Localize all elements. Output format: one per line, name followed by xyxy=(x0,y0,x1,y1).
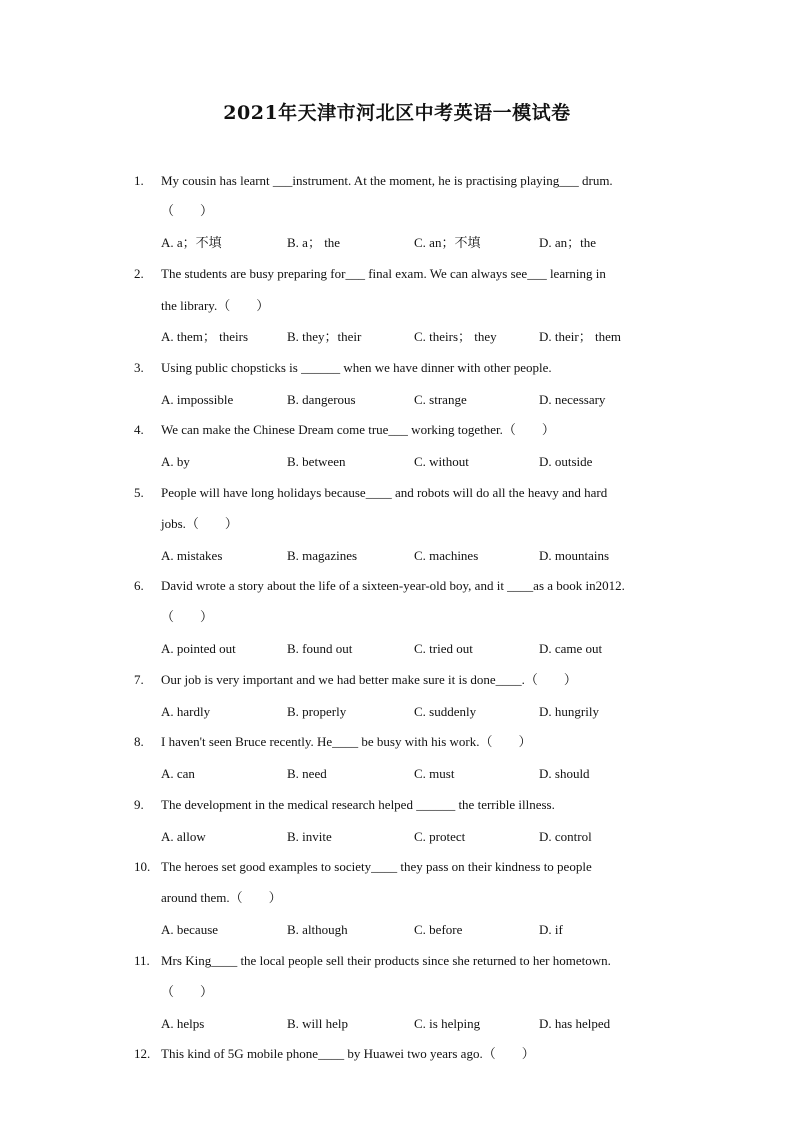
question-number: 1. xyxy=(134,173,144,188)
answer-option: B. although xyxy=(287,922,348,937)
answer-option: B. they；their xyxy=(287,329,362,344)
page-title: 2021年天津市河北区中考英语一模试卷 xyxy=(223,102,571,124)
question-number: 3. xyxy=(134,360,144,375)
answer-option: B. properly xyxy=(287,704,347,719)
answer-option: A. hardly xyxy=(161,704,211,719)
question-stem-continued: jobs.（ ） xyxy=(161,516,238,531)
question-stem-continued: （ ） xyxy=(161,609,214,624)
answer-option: B. between xyxy=(287,454,346,469)
question-stem: Using public chopsticks is ______ when we have dinner with other people. xyxy=(161,360,552,375)
answer-option: C. must xyxy=(414,766,455,781)
question-stem: Our job is very important and we had better make sure it is done____.（ ） xyxy=(161,672,577,687)
answer-option: A. because xyxy=(161,922,219,937)
question-stem: This kind of 5G mobile phone____ by Huawei two years ago.（ ） xyxy=(161,1046,535,1061)
question-stem: People will have long holidays because____ and robots will do all the heavy and hard xyxy=(161,485,608,500)
answer-option: C. machines xyxy=(414,548,479,563)
question-number: 8. xyxy=(134,734,144,749)
question-stem: The heroes set good examples to society____ they pass on their kindness to people xyxy=(161,859,592,874)
question-number: 5. xyxy=(134,485,144,500)
question-stem: David wrote a story about the life of a sixteen-year-old boy, and it ____as a book in2012. xyxy=(161,578,625,593)
answer-option: D. control xyxy=(539,829,592,844)
answer-option: A. can xyxy=(161,766,195,781)
answer-option: C. protect xyxy=(414,829,466,844)
question-stem-continued: （ ） xyxy=(161,984,214,999)
question-number: 10. xyxy=(134,859,151,874)
question-stem: The development in the medical research helped ______ the terrible illness. xyxy=(161,797,555,812)
question-stem: We can make the Chinese Dream come true___ working together.（ ） xyxy=(161,422,555,437)
answer-option: D. hungrily xyxy=(539,704,599,719)
answer-option: C. suddenly xyxy=(414,704,477,719)
question-number: 11. xyxy=(134,953,150,968)
answer-option: C. is helping xyxy=(414,1016,481,1031)
answer-option: B. dangerous xyxy=(287,392,356,407)
question-stem: My cousin has learnt ___instrument. At the moment, he is practising playing___ drum. xyxy=(161,173,613,188)
answer-option: B. invite xyxy=(287,829,332,844)
question-number: 9. xyxy=(134,797,144,812)
answer-option: A. pointed out xyxy=(161,641,236,656)
question-number: 4. xyxy=(134,422,144,437)
answer-option: B. will help xyxy=(287,1016,349,1031)
answer-option: D. an；the xyxy=(539,235,597,250)
answer-option: B. magazines xyxy=(287,548,358,563)
answer-option: B. found out xyxy=(287,641,353,656)
answer-option: D. should xyxy=(539,766,590,781)
answer-option: D. mountains xyxy=(539,548,610,563)
answer-option: C. an；不填 xyxy=(414,235,481,250)
answer-option: C. tried out xyxy=(414,641,473,656)
answer-option: C. theirs； they xyxy=(414,329,497,344)
question-stem: Mrs King____ the local people sell their products since she returned to her hometown. xyxy=(161,953,611,968)
answer-option: C. without xyxy=(414,454,469,469)
question-number: 12. xyxy=(134,1046,151,1061)
answer-option: A. allow xyxy=(161,829,206,844)
question-stem-continued: the library.（ ） xyxy=(161,298,270,313)
answer-option: B. a； the xyxy=(287,235,341,250)
answer-option: D. necessary xyxy=(539,392,606,407)
question-number: 7. xyxy=(134,672,144,687)
answer-option: A. impossible xyxy=(161,392,234,407)
answer-option: D. if xyxy=(539,922,563,937)
answer-option: C. strange xyxy=(414,392,467,407)
answer-option: D. their； them xyxy=(539,329,621,344)
question-stem-continued: （ ） xyxy=(161,203,214,218)
answer-option: C. before xyxy=(414,922,463,937)
question-stem-continued: around them.（ ） xyxy=(161,890,282,905)
answer-option: A. a；不填 xyxy=(161,235,222,250)
answer-option: D. outside xyxy=(539,454,593,469)
answer-option: D. came out xyxy=(539,641,603,656)
answer-option: D. has helped xyxy=(539,1016,611,1031)
answer-option: A. mistakes xyxy=(161,548,223,563)
answer-option: A. by xyxy=(161,454,190,469)
answer-option: A. helps xyxy=(161,1016,205,1031)
question-number: 2. xyxy=(134,266,144,281)
answer-option: B. need xyxy=(287,766,327,781)
question-number: 6. xyxy=(134,578,144,593)
question-stem: The students are busy preparing for___ final exam. We can always see___ learning in xyxy=(161,266,606,281)
answer-option: A. them； theirs xyxy=(161,329,249,344)
question-stem: I haven't seen Bruce recently. He____ be busy with his work.（ ） xyxy=(161,734,532,749)
